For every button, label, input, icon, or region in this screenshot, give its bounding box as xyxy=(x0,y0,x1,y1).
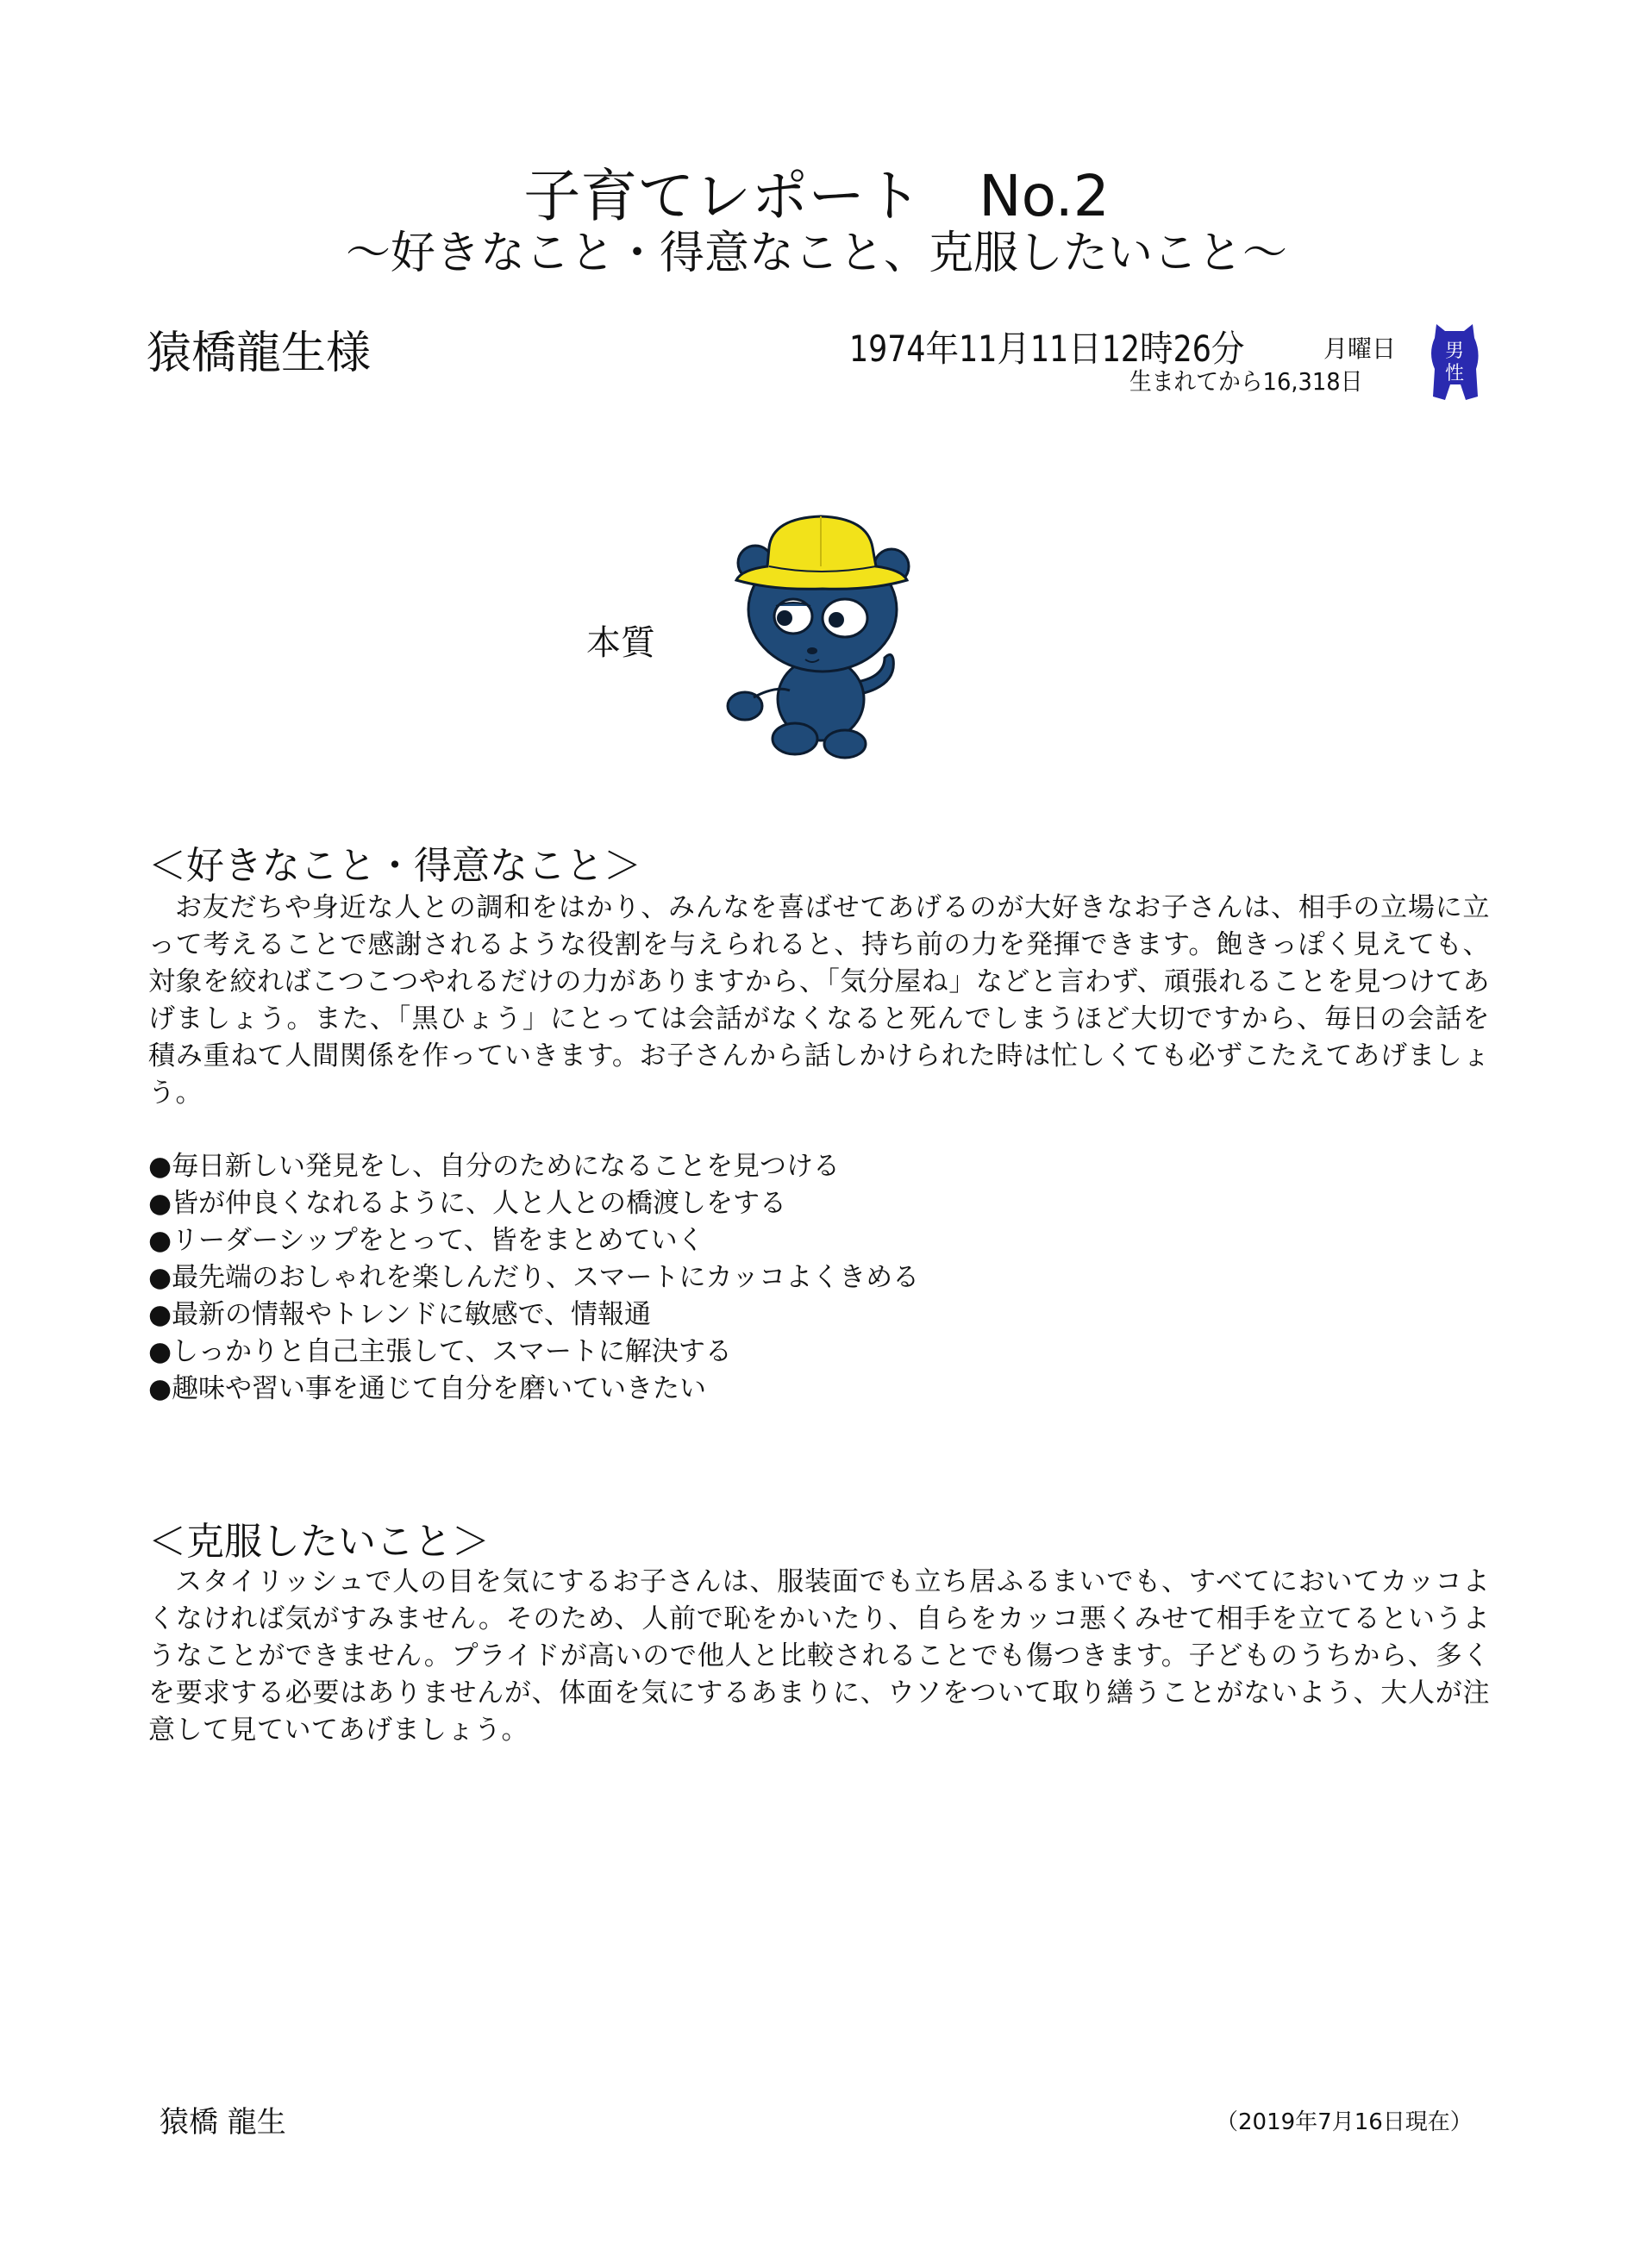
list-item: ● 趣味や習い事を通じて自分を磨いていきたい xyxy=(148,1371,919,1408)
birth-datetime: 1974年11月11日12時26分 xyxy=(849,328,1245,370)
svg-text:性: 性 xyxy=(1444,363,1465,384)
days-since-birth: 生まれてから16,318日 xyxy=(1129,367,1363,396)
likes-bullet-list xyxy=(148,1148,919,1408)
list-item: ● しっかりと自己主張して、スマートに解決する xyxy=(148,1334,919,1371)
list-item: ● リーダーシップをとって、皆をまとめていく xyxy=(148,1222,919,1259)
list-item: ● 皆が仲良くなれるように、人と人との橋渡しをする xyxy=(148,1185,919,1222)
black-panther-mascot-icon xyxy=(716,513,923,772)
overcome-paragraph: スタイリッシュで人の目を気にするお子さんは、服装面でも立ち居ふるまいでも、すべてにおいてカッコよくなければ気がすみません。そのため、人前で恥をかいたり、自らをカッコ悪くみせて相手を立てるというようなことができません。プライドが高いので他人と比較されることでも傷つきます。子どものうちから、多くを要求する必要はありませんが、体面を気にするあまりに、ウソをついて取り繕うことがないよう、大人が注意して見ていてあげましょう。 xyxy=(148,1566,1490,1746)
likes-paragraph: お友だちや身近な人との調和をはかり、みんなを喜ばせてあげるのが大好きなお子さんは、相手の立場に立って考えることで感謝されるような役割を与えられると、持ち前の力を発揮できます。飽きっぽく見えても、対象を絞ればこつこつやれるだけの力がありますから、「気分屋ね」などと言わず、頑張れることを見つけてあげましょう。また、「黒ひょう」にとっては会話がなくなると死んでしまうほど大切ですから、毎日の会話を積み重ねて人間関係を作っていきます。お子さんから話しかけられた時は忙しくても必ずこたえてあげましょう。 xyxy=(148,892,1490,1109)
overcome-heading: ＜克服したいこと＞ xyxy=(148,1520,490,1564)
character-label: 本質 xyxy=(586,623,655,663)
gender-badge-icon xyxy=(1424,319,1485,405)
likes-heading: ＜好きなこと・得意なこと＞ xyxy=(148,844,641,888)
report-title: 子育てレポート No.2 xyxy=(523,163,1110,229)
birth-weekday: 月曜日 xyxy=(1323,334,1397,363)
list-item: ● 最先端のおしゃれを楽しんだり、スマートにカッコよくきめる xyxy=(148,1259,919,1296)
child-name: 猿橋龍生様 xyxy=(147,328,372,379)
list-item: ● 毎日新しい発見をし、自分のためになることを見つける xyxy=(148,1148,919,1185)
svg-text:男: 男 xyxy=(1444,341,1465,362)
report-subtitle: ～好きなこと・得意なこと、克服したいこと～ xyxy=(345,228,1287,279)
footer-as-of-date: （2019年7月16日現在） xyxy=(1216,2109,1473,2135)
list-item: ● 最新の情報やトレンドに敏感で、情報通 xyxy=(148,1296,919,1334)
footer-name: 猿橋 龍生 xyxy=(160,2105,286,2140)
